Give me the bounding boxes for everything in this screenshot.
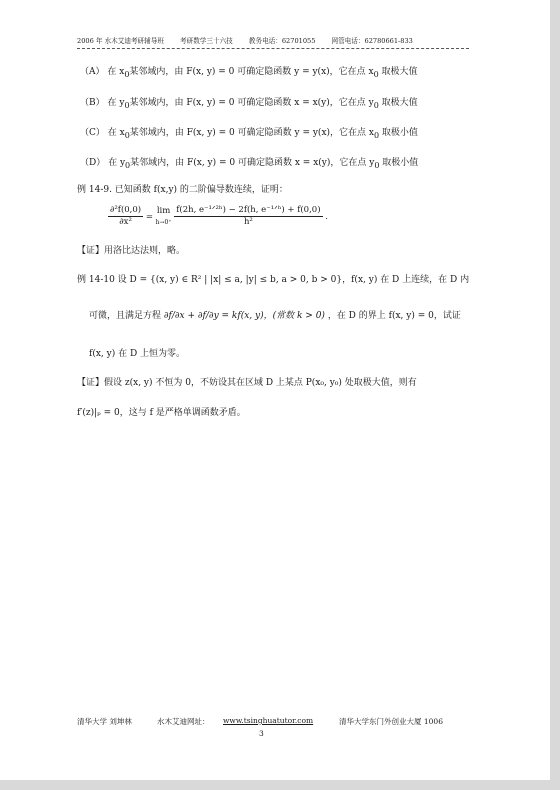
limit-operator: lim h→0⁺ — [155, 205, 172, 226]
lhs-fraction: $\frac{\text{∂²f(0,0)}}{\text{∂x²}}$ — [110, 205, 142, 227]
page-frame-bottom — [0, 780, 560, 790]
footer-site-link[interactable]: www.tsinghuatutor.com — [223, 716, 314, 725]
header-teach-phone: 教务电话：62701055 — [248, 37, 316, 45]
example-14-9-title: 例 14-9. 已知函数 f(x,y) 的二阶偏导数连续，证明： — [77, 185, 288, 195]
footer-school-teacher: 清华大学 刘坤林 — [77, 717, 132, 726]
page-number: 3 — [259, 729, 264, 738]
example-14-9-formula: $\frac{\text{∂²f(0,0)}}{\text{∂x²}}$ = lim h→0⁺ $\frac{\text{f(2h, e⁻¹ᐟ²ʰ) − 2f(h, e⁻¹ᐟʰ) + f(0,0)}}{\text{h²}}$ . — [110, 205, 328, 227]
header-divider — [77, 48, 469, 49]
header-program: 2006 年 水木艾迪考研辅导班 — [77, 37, 164, 45]
footer-site-label: 水木艾迪网址： — [157, 717, 210, 726]
example-14-9-proof: 【证】用洛比达法则，略。 — [77, 246, 186, 256]
option-c: （C） 在 $x_0$某邻域内，由 F(x, y) = 0 可确定隐函数 y = y(x)，它在点 $x_0$ 取极小值 — [80, 128, 418, 140]
example-14-10-proof-1: 【证】假设 z(x, y) 不恒为 0，不妨设其在区域 D 上某点 P(x₀, y₀) 处取极大值，则有 — [77, 378, 417, 388]
option-b: （B） 在 $y_0$某邻域内，由 F(x, y) = 0 可确定隐函数 x = x(y)，它在点 $y_0$ 取极大值 — [80, 98, 418, 110]
example-14-10-line3: f(x, y) 在 D 上恒为零。 — [89, 349, 186, 359]
example-14-10-proof-2: f′(z)|ₚ = 0，这与 f 是严格单调函数矛盾。 — [77, 408, 246, 418]
header-consult-phone: 网管电话：62780661-833 — [331, 37, 413, 45]
option-a: （A） 在 $x_0$某邻域内，由 F(x, y) = 0 可确定隐函数 y = y(x)，它在点 $x_0$ 取极大值 — [80, 67, 418, 79]
header-subject: 考研数学三十六技 — [180, 37, 233, 45]
example-14-10-title: 例 14-10 设 D = {(x, y) ∈ R² | |x| ≤ a, |y| ≤ b, a > 0, b > 0}，f(x, y) 在 D 上连续，在 D 内 — [77, 275, 470, 285]
footer-address: 清华大学东门外创业大厦 1006 — [339, 717, 443, 726]
rhs-fraction: $\frac{\text{f(2h, e⁻¹ᐟ²ʰ) − 2f(h, e⁻¹ᐟʰ) + f(0,0)}}{\text{h²}}$ — [176, 205, 321, 227]
page-frame-right — [550, 0, 560, 790]
example-14-10-line2: 可微，且满足方程 ∂f/∂x + ∂f/∂y = kf(x, y)，(常数 k > 0) ，在 D 的界上 f(x, y) = 0，试证 — [89, 311, 461, 321]
page-header — [77, 35, 469, 45]
option-d: （D） 在 $y_0$某邻域内，由 F(x, y) = 0 可确定隐函数 x = x(y)，它在点 $y_0$ 取极小值 — [80, 158, 419, 170]
